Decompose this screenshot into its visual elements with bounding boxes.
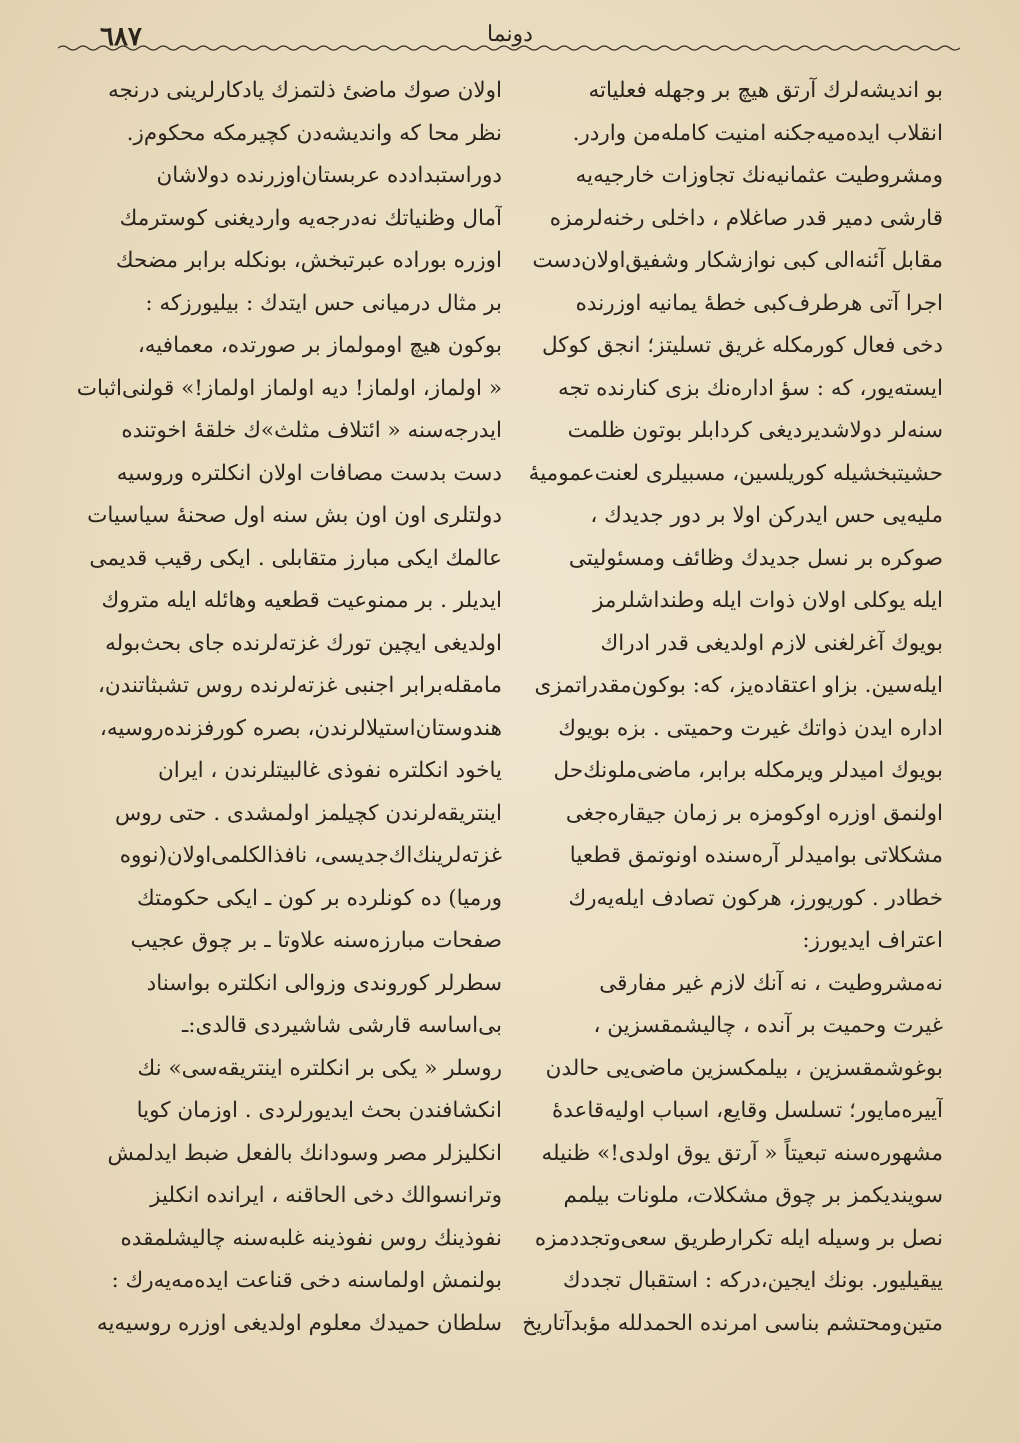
text-line: انکشافندن بحث ایدیورلردی . اوزمان کویا — [136, 1098, 502, 1123]
text-line: حشیتبخشیله کوریلسین، مسبیلری لعنت‌عمومیهٔ — [528, 460, 943, 486]
text-line: اولنمق اوزره اوکومزه بر زمان جیقاره‌جغی — [565, 800, 943, 826]
text-line: یاخود انکلتره نفوذی غالبیتلرندن ، ایران — [158, 758, 502, 783]
wavy-header-rule — [58, 44, 960, 52]
text-line: بو اندیشه‌لرك آرتق هیچ بر وجهله فعلیاته — [588, 78, 943, 103]
text-line: غیرت وحمیت بر آنده ، چالیشمقسزین ، — [593, 1013, 943, 1038]
text-line: ملیه‌یی حس ایدرکن اولا بر دور جدیدك ، — [590, 503, 943, 528]
text-line: عالمك ایکی مبارز متقابلی . ایکی رقیب قدیمی — [89, 545, 502, 571]
text-line: دولتلری اون اون بش سنه اول صحنهٔ سیاسیات — [87, 503, 502, 528]
text-line: ایله‌سین. بزاو اعتقاده‌یز، که: بوکون‌مقدراتمزی — [534, 673, 943, 698]
text-line: نه‌مشروطیت ، نه آنك لازم غیر مفارقی — [599, 970, 943, 996]
text-line: بی‌اساسه قارشی شاشیردی قالدی:ـ — [181, 1013, 502, 1038]
text-line: اینتریقه‌لرندن کچیلمز اولمشدی . حتی روس — [114, 800, 502, 826]
text-line: صوکره بر نسل جدیدك وظائف ومسئولیتی — [568, 545, 943, 571]
text-line: ایسته‌یور، که : سؤ اداره‌نك بزی کنارنده تجه — [557, 375, 943, 401]
text-line: اجرا آتی هرطرف‌کبی خطهٔ یمانیه اوزرنده — [575, 290, 943, 316]
text-line: بولنمش اولماسنه دخی قناعت ایده‌مه‌یه‌رك : — [111, 1268, 502, 1293]
text-line: اولدیغی ایچین تورك غزته‌لرنده جای بحث‌بوله‌ — [105, 630, 502, 656]
text-line: « اولماز، اولماز! دیه اولماز اولماز!» قولنی‌اثبات — [76, 375, 502, 401]
text-line: مامقله‌برابر اجنبی غزته‌لرنده روس تشبثاتندن، — [97, 673, 502, 698]
text-line: اداره ایدن ذواتك غیرت وحمیتی . بزه بویوك — [558, 715, 943, 741]
text-line: نصل بر وسیله ایله تکرارطریق سعی‌وتجددمزه — [534, 1225, 943, 1251]
text-line: نفوذینك روس نفوذینه غلبه‌سنه چالیشلمقده — [120, 1225, 502, 1251]
text-line: قارشی دمیر قدر صاغلام ، داخلی رخنه‌لرمزه — [549, 205, 943, 231]
text-line: اوزره بوراده عبرتبخش، بونکله برابر مضحك — [115, 248, 502, 273]
text-line: ومشروطیت عثمانیه‌نك تجاوزات خارجیه‌یه — [575, 163, 943, 188]
text-line: دست بدست مصافات اولان انکلتره وروسیه — [116, 460, 502, 486]
text-line: اولان صوك ماضیٔ ذلتمزك یادکارلرینی درنجه — [108, 78, 502, 103]
text-line: آمال وظنیاتك نه‌درجه‌یه واردیغنی کوسترمك — [119, 205, 502, 231]
text-line: ایدیلر . بر ممنوعیت قطعیه وهائله ایله متروك — [101, 588, 502, 613]
right-text-column — [513, 70, 943, 1345]
text-line: سویندیکمز بر چوق مشکلات، ملونات بیلمم — [563, 1183, 943, 1208]
text-line: متین‌ومحتشم بناسی امرنده الحمدلله مؤبدآتاریخ — [522, 1310, 943, 1336]
left-text-column — [72, 70, 502, 1345]
text-line: نظر محا که واندیشه‌دن کچیرمکه محکوم‌ز. — [126, 120, 502, 146]
text-line: صفحات مبارزه‌سنه علاوتا ـ بر چوق عجیب — [130, 928, 502, 953]
text-line: مشهوره‌سنه تبعیتاً « آرتق یوق اولدی!» ظنیله — [541, 1140, 943, 1166]
text-line: روسلر « یکی بر انکلتره اینتریقه‌سی» نك — [137, 1055, 502, 1081]
text-line: سطرلر کوروندی وزوالی انکلتره بواسناد — [146, 970, 502, 996]
text-line: ایله یوکلی اولان ذوات ایله وطنداشلرمز — [593, 588, 943, 613]
text-line: ورمیا) ده کونلرده بر کون ـ ایکی حکومتك — [137, 885, 502, 911]
text-line: بویوك آغرلغنی لازم اولدیغی قدر ادراك — [600, 630, 943, 656]
text-line: بوکون هیچ اومولماز بر صورتده، معمافیه، — [137, 333, 502, 358]
text-line: انکلیزلر مصر وسودانك بالفعل ضبط ایدلمش — [107, 1140, 502, 1166]
text-line: وترانسوالك دخی الحاقنه ، ایرانده انکلیز — [150, 1183, 502, 1208]
text-line: مقابل آئنه‌الی کبی نوازشکار وشفیق‌اولان‌دست — [532, 248, 943, 273]
text-line: سلطان حمیدك معلوم اولدیغی اوزره روسیه‌یه — [96, 1310, 502, 1336]
text-line: هندوستان‌استیلالرندن، بصره کورفزنده‌روسیه، — [99, 715, 502, 741]
text-line: خطادر . کوریورز، هرکون تصادف ایله‌یه‌رك — [568, 885, 943, 911]
page-number: ٦٨٧ — [100, 22, 142, 52]
running-title: دونما — [487, 22, 533, 47]
text-line: ییقیلیور. بونك ایجین،درکه : استقبال تجددك — [562, 1268, 943, 1293]
text-line: دوراستبدادده عربستان‌اوزرنده دولاشان — [156, 163, 502, 188]
text-line: دخی فعال کورمکله غریق تسلیتز؛ انجق کوکل — [542, 333, 943, 358]
text-line: ایدرجه‌سنه « ائتلاف مثلث»ك خلقهٔ اخوتنده — [121, 418, 502, 443]
text-line: بویوك امیدلر ویرمکله برابر، ماضی‌ملونك‌حل — [553, 758, 943, 783]
text-line: بر مثال درمیانی حس ایتدك : بیلیورزکه : — [145, 290, 502, 316]
text-line: بوغوشمقسزین ، بیلمکسزین ماضی‌یی حالدن — [545, 1055, 943, 1081]
text-line: اعتراف ایدیورز: — [802, 928, 943, 953]
text-line: انقلاب ایده‌میه‌جکنه امنیت کامله‌من واردر. — [572, 120, 943, 146]
text-line: غزته‌لرینك‌اك‌جدیسی، نافذالکلمی‌اولان(نووه‌ — [119, 843, 502, 868]
text-line: سنه‌لر دولاشدیردیغی کردابلر بوتون ظلمت — [567, 418, 943, 443]
text-line: آییره‌مایور؛ تسلسل وقایع، اسباب اولیه‌قاعدهٔ — [552, 1098, 943, 1123]
text-line: مشکلاتی بوامیدلر آره‌سنده اونوتمق قطعیا — [569, 843, 943, 868]
